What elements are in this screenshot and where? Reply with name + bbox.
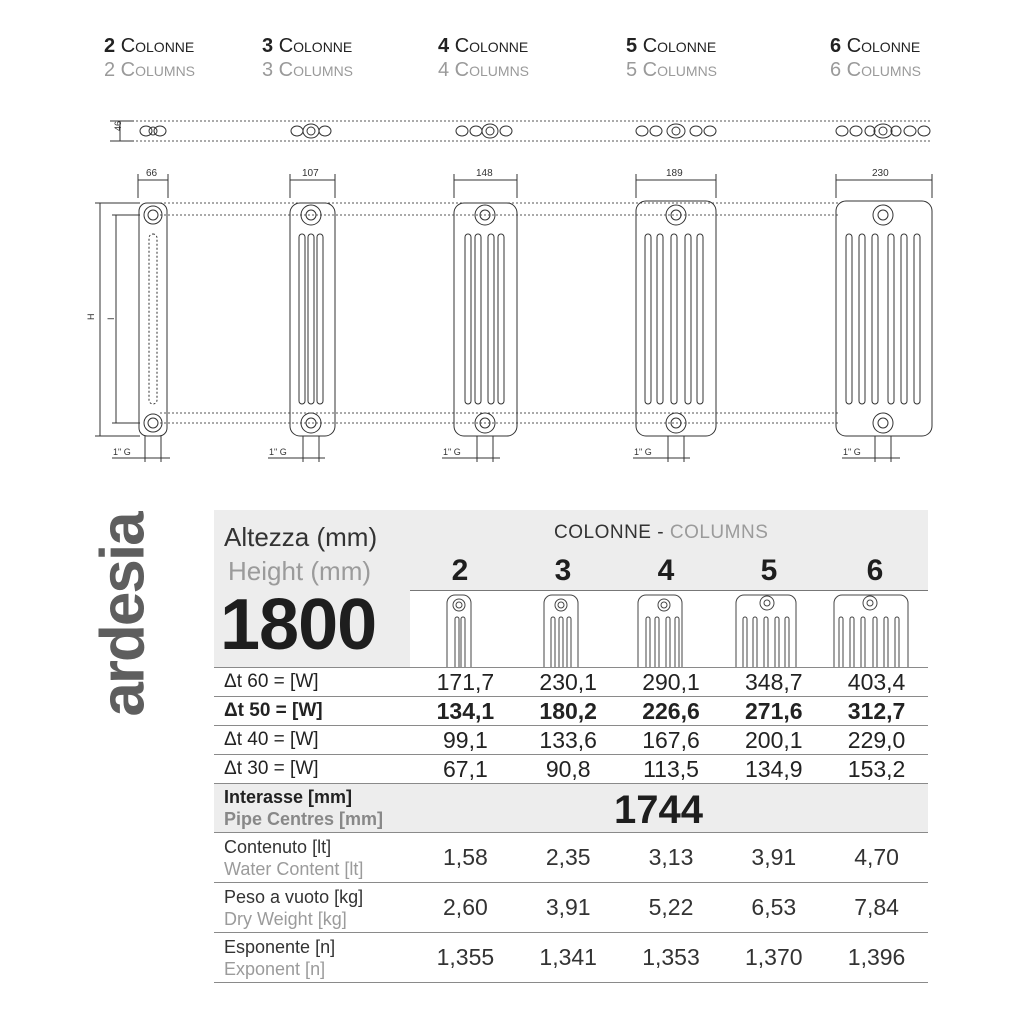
table-cell: 226,6: [642, 697, 700, 724]
row-label: Δt 40 = [W]: [224, 729, 319, 750]
pipe-centres-value: 1744: [614, 788, 703, 832]
table-cell: 271,6: [745, 697, 803, 724]
table-row: [214, 725, 928, 754]
connection-label-2: 1" G: [113, 447, 131, 457]
heading-3-columns: 3 Colonne 3 Columns: [262, 35, 354, 81]
column-number: 5: [760, 554, 778, 587]
table-cell: 6,53: [751, 894, 797, 920]
table-cell: 1,341: [539, 944, 597, 970]
table-cell: 180,2: [539, 697, 597, 724]
plan-view-5: [636, 124, 716, 138]
table-cell: 90,8: [545, 755, 591, 782]
table-cell: 167,6: [642, 726, 700, 753]
radiator-icon-4: [638, 595, 682, 668]
elevation-2: [139, 203, 167, 436]
height-label-it: Altezza (mm): [224, 522, 378, 552]
height-label-en: Height (mm): [228, 556, 372, 586]
connection-label-4: 1" G: [443, 447, 461, 457]
technical-drawings: [0, 100, 1020, 480]
table-cell: 230,1: [539, 668, 597, 695]
row-label: Contenuto [lt] Water Content [lt]: [224, 836, 364, 879]
table-row: [214, 932, 928, 983]
width-label-4: 148: [476, 168, 493, 179]
width-label-6: 230: [872, 168, 889, 179]
table-cell: 171,7: [436, 668, 495, 695]
i-label: I: [106, 317, 116, 320]
height-dimensions: [86, 203, 140, 436]
guide-lines: [120, 121, 930, 423]
connection-label-3: 1" G: [269, 447, 287, 457]
row-label: Δt 60 = [W]: [224, 671, 319, 692]
row-label: Δt 50 = [W]: [224, 700, 323, 721]
column-number: 2: [451, 554, 469, 587]
radiator-icon-6: [834, 595, 908, 668]
plan-view-3: [291, 124, 331, 138]
column-number: 3: [554, 554, 572, 587]
table-cell: 1,353: [642, 944, 700, 970]
table-cell: 200,1: [745, 726, 803, 753]
connection-label-5: 1" G: [634, 447, 652, 457]
radiator-icon-3: [544, 595, 578, 668]
table-cell: 153,2: [847, 755, 906, 782]
table-row: [214, 832, 928, 882]
connection-label-6: 1" G: [843, 447, 861, 457]
table-row: [214, 754, 928, 783]
table-cell: 403,4: [847, 668, 906, 695]
table-cell: 1,396: [847, 944, 906, 970]
specs-table: [214, 510, 928, 983]
columns-title: COLONNE - COLUMNS: [554, 522, 769, 543]
plan-view-4: [456, 124, 512, 138]
table-row: [214, 696, 928, 725]
radiator-icon-5: [736, 595, 796, 668]
elevation-4: [454, 203, 517, 436]
row-label: Peso a vuoto [kg] Dry Weight [kg]: [224, 886, 364, 929]
table-cell: 312,7: [847, 697, 906, 724]
table-cell: 2,60: [443, 894, 488, 920]
table-cell: 1,370: [745, 944, 803, 970]
pipe-centres-row: [214, 783, 928, 832]
radiator-icon-2: [447, 595, 471, 668]
heading-4-columns: 4 Colonne 4 Columns: [438, 35, 530, 81]
row-label: Esponente [n] Exponent [n]: [224, 936, 336, 979]
h-label: H: [86, 313, 96, 320]
depth-dimension: [110, 121, 134, 141]
table-cell: 5,22: [648, 894, 694, 920]
column-number: 6: [866, 554, 884, 587]
ardesia-logo: ardesia: [88, 513, 158, 717]
height-value: 1800: [220, 585, 377, 665]
heading-2-columns: 2 Colonne 2 Columns: [104, 35, 196, 81]
table-cell: 290,1: [642, 668, 700, 695]
table-cell: 2,35: [545, 844, 591, 870]
table-cell: 1,355: [436, 944, 495, 970]
table-cell: 229,0: [847, 726, 906, 753]
heading-5-columns: 5 Colonne 5 Columns: [626, 35, 718, 81]
table-cell: 99,1: [443, 726, 488, 753]
table-cell: 3,91: [545, 894, 591, 920]
depth-label: 46: [113, 120, 123, 131]
table-cell: 7,84: [854, 894, 899, 920]
connection-labels: [112, 436, 900, 462]
table-row: [214, 882, 928, 932]
elevation-5: [636, 201, 716, 436]
table-cell: 4,70: [854, 844, 899, 870]
table-header: [214, 510, 928, 667]
elevation-6: [836, 201, 932, 436]
heading-6-columns: 6 Colonne 6 Columns: [830, 35, 922, 81]
table-row: [214, 667, 928, 696]
width-label-2: 66: [146, 168, 158, 179]
table-cell: 113,5: [643, 755, 699, 782]
plan-view-6: [836, 124, 930, 138]
elevation-3: [290, 203, 335, 436]
table-cell: 134,9: [745, 755, 803, 782]
width-label-5: 189: [666, 168, 683, 179]
table-cell: 134,1: [436, 697, 495, 724]
table-cell: 1,58: [443, 844, 488, 870]
table-cell: 133,6: [539, 726, 597, 753]
column-icons: [410, 590, 928, 668]
row-label: Interasse [mm] Pipe Centres [mm]: [224, 787, 384, 829]
column-number: 4: [657, 554, 675, 587]
table-cell: 3,13: [648, 844, 694, 870]
width-label-3: 107: [302, 168, 319, 179]
table-cell: 3,91: [751, 844, 797, 870]
table-cell: 67,1: [443, 755, 488, 782]
table-cell: 348,7: [745, 668, 803, 695]
width-dimensions: [138, 168, 932, 198]
row-label: Δt 30 = [W]: [224, 758, 319, 779]
plan-view-2: [140, 126, 166, 136]
